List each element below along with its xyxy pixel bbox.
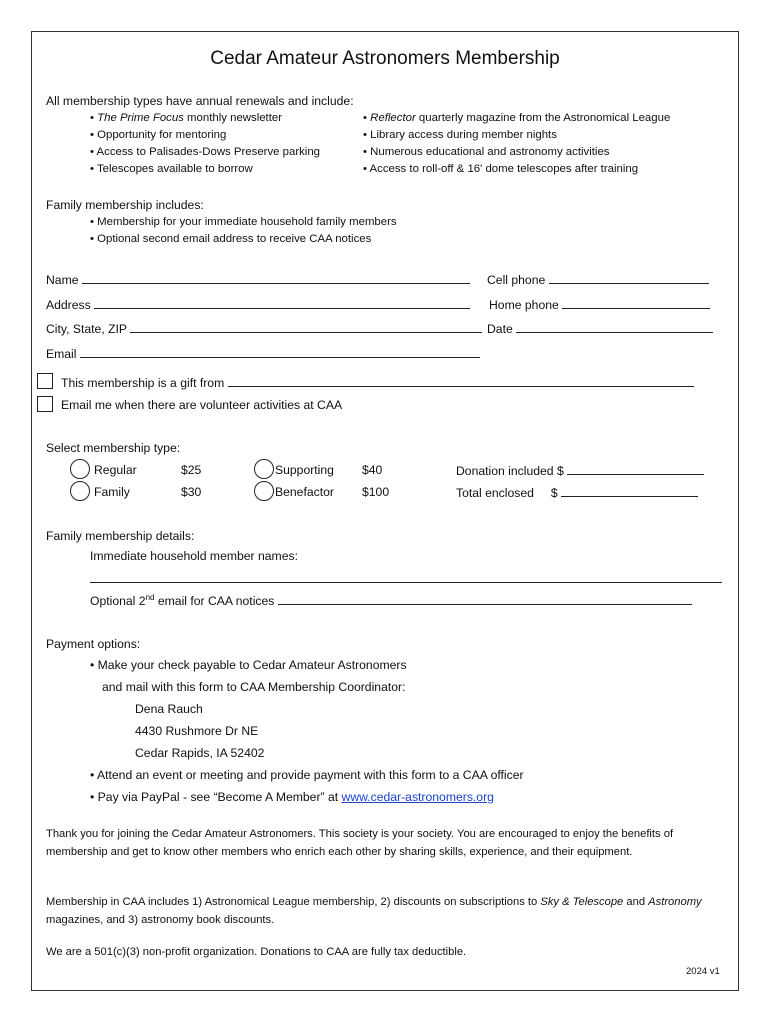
- regular-label: Regular: [94, 463, 137, 477]
- payment-check-line2: and mail with this form to CAA Membership Coordinator:: [102, 680, 406, 694]
- website-link[interactable]: www.cedar-astronomers.org: [341, 790, 494, 804]
- supporting-price: $40: [362, 463, 383, 477]
- benefit-right-2: • Library access during member nights: [363, 129, 557, 141]
- benefit-right-4: • Access to roll-off & 16' dome telescopes after training: [363, 163, 639, 175]
- email-field[interactable]: Email: [46, 346, 480, 361]
- total-field[interactable]: Total enclosed $: [456, 485, 698, 500]
- regular-radio[interactable]: [70, 459, 90, 479]
- benefactor-price: $100: [362, 485, 390, 499]
- volunteer-label: Email me when there are volunteer activities at CAA: [61, 398, 343, 412]
- version-label: 2024 v1: [686, 966, 720, 977]
- family-details-heading: Family membership details:: [46, 529, 195, 543]
- gift-field[interactable]: This membership is a gift from: [61, 375, 694, 390]
- gift-checkbox[interactable]: [37, 373, 53, 389]
- form-title: Cedar Amateur Astronomers Membership: [210, 48, 560, 69]
- payment-check-line1: • Make your check payable to Cedar Amateur Astronomers: [90, 658, 407, 672]
- family-radio[interactable]: [70, 481, 90, 501]
- thanks-paragraph: Thank you for joining the Cedar Amateur Astronomers. This society is your society. You are encouraged to enjoy the benefits of membership and get to know other members who enrich each other by sharing skills, experience, and their equipment.: [46, 828, 674, 858]
- donation-field[interactable]: Donation included $: [456, 463, 704, 478]
- city-state-zip-field[interactable]: City, State, ZIP: [46, 321, 482, 336]
- payment-event: • Attend an event or meeting and provide payment with this form to a CAA officer: [90, 768, 524, 782]
- nonprofit-note: We are a 501(c)(3) non-profit organization. Donations to CAA are fully tax deductible.: [46, 946, 467, 958]
- benefactor-radio[interactable]: [254, 481, 274, 501]
- benefactor-label: Benefactor: [275, 485, 334, 499]
- payment-paypal: • Pay via PayPal - see “Become A Member” at www.cedar-astronomers.org: [90, 790, 494, 804]
- cell-phone-field[interactable]: Cell phone: [487, 272, 709, 287]
- benefit-left-2: • Opportunity for mentoring: [90, 129, 227, 141]
- benefit-left-3: • Access to Palisades-Dows Preserve parking: [90, 146, 321, 158]
- second-email-field[interactable]: Optional 2nd email for CAA notices: [90, 593, 692, 608]
- family-item-2: • Optional second email address to receive CAA notices: [90, 233, 372, 245]
- includes-paragraph: Membership in CAA includes 1) Astronomical League membership, 2) discounts on subscriptions to Sky & Telescope and Astronomy magazines, and 3) astronomy book discounts.: [46, 896, 702, 926]
- coordinator-name: Dena Rauch: [135, 702, 203, 716]
- payment-heading: Payment options:: [46, 637, 141, 651]
- family-price: $30: [181, 485, 202, 499]
- intro-text: All membership types have annual renewals and include:: [46, 94, 354, 108]
- coordinator-city: Cedar Rapids, IA 52402: [135, 746, 265, 760]
- family-heading: Family membership includes:: [46, 198, 204, 212]
- household-names-line[interactable]: [90, 571, 722, 583]
- supporting-label: Supporting: [275, 463, 334, 477]
- name-field[interactable]: Name: [46, 272, 470, 287]
- household-names-label: Immediate household member names:: [90, 549, 298, 563]
- regular-price: $25: [181, 463, 202, 477]
- benefit-right-1: • Reflector quarterly magazine from the Astronomical League: [363, 112, 671, 124]
- membership-heading: Select membership type:: [46, 441, 181, 455]
- benefit-left-4: • Telescopes available to borrow: [90, 163, 253, 175]
- family-label: Family: [94, 485, 130, 499]
- family-item-1: • Membership for your immediate household family members: [90, 216, 397, 228]
- date-field[interactable]: Date: [487, 321, 713, 336]
- home-phone-field[interactable]: Home phone: [489, 297, 710, 312]
- supporting-radio[interactable]: [254, 459, 274, 479]
- address-field[interactable]: Address: [46, 297, 470, 312]
- benefit-left-1: • The Prime Focus monthly newsletter: [90, 112, 283, 124]
- coordinator-street: 4430 Rushmore Dr NE: [135, 724, 259, 738]
- volunteer-checkbox[interactable]: [37, 396, 53, 412]
- benefit-right-3: • Numerous educational and astronomy activities: [363, 146, 610, 158]
